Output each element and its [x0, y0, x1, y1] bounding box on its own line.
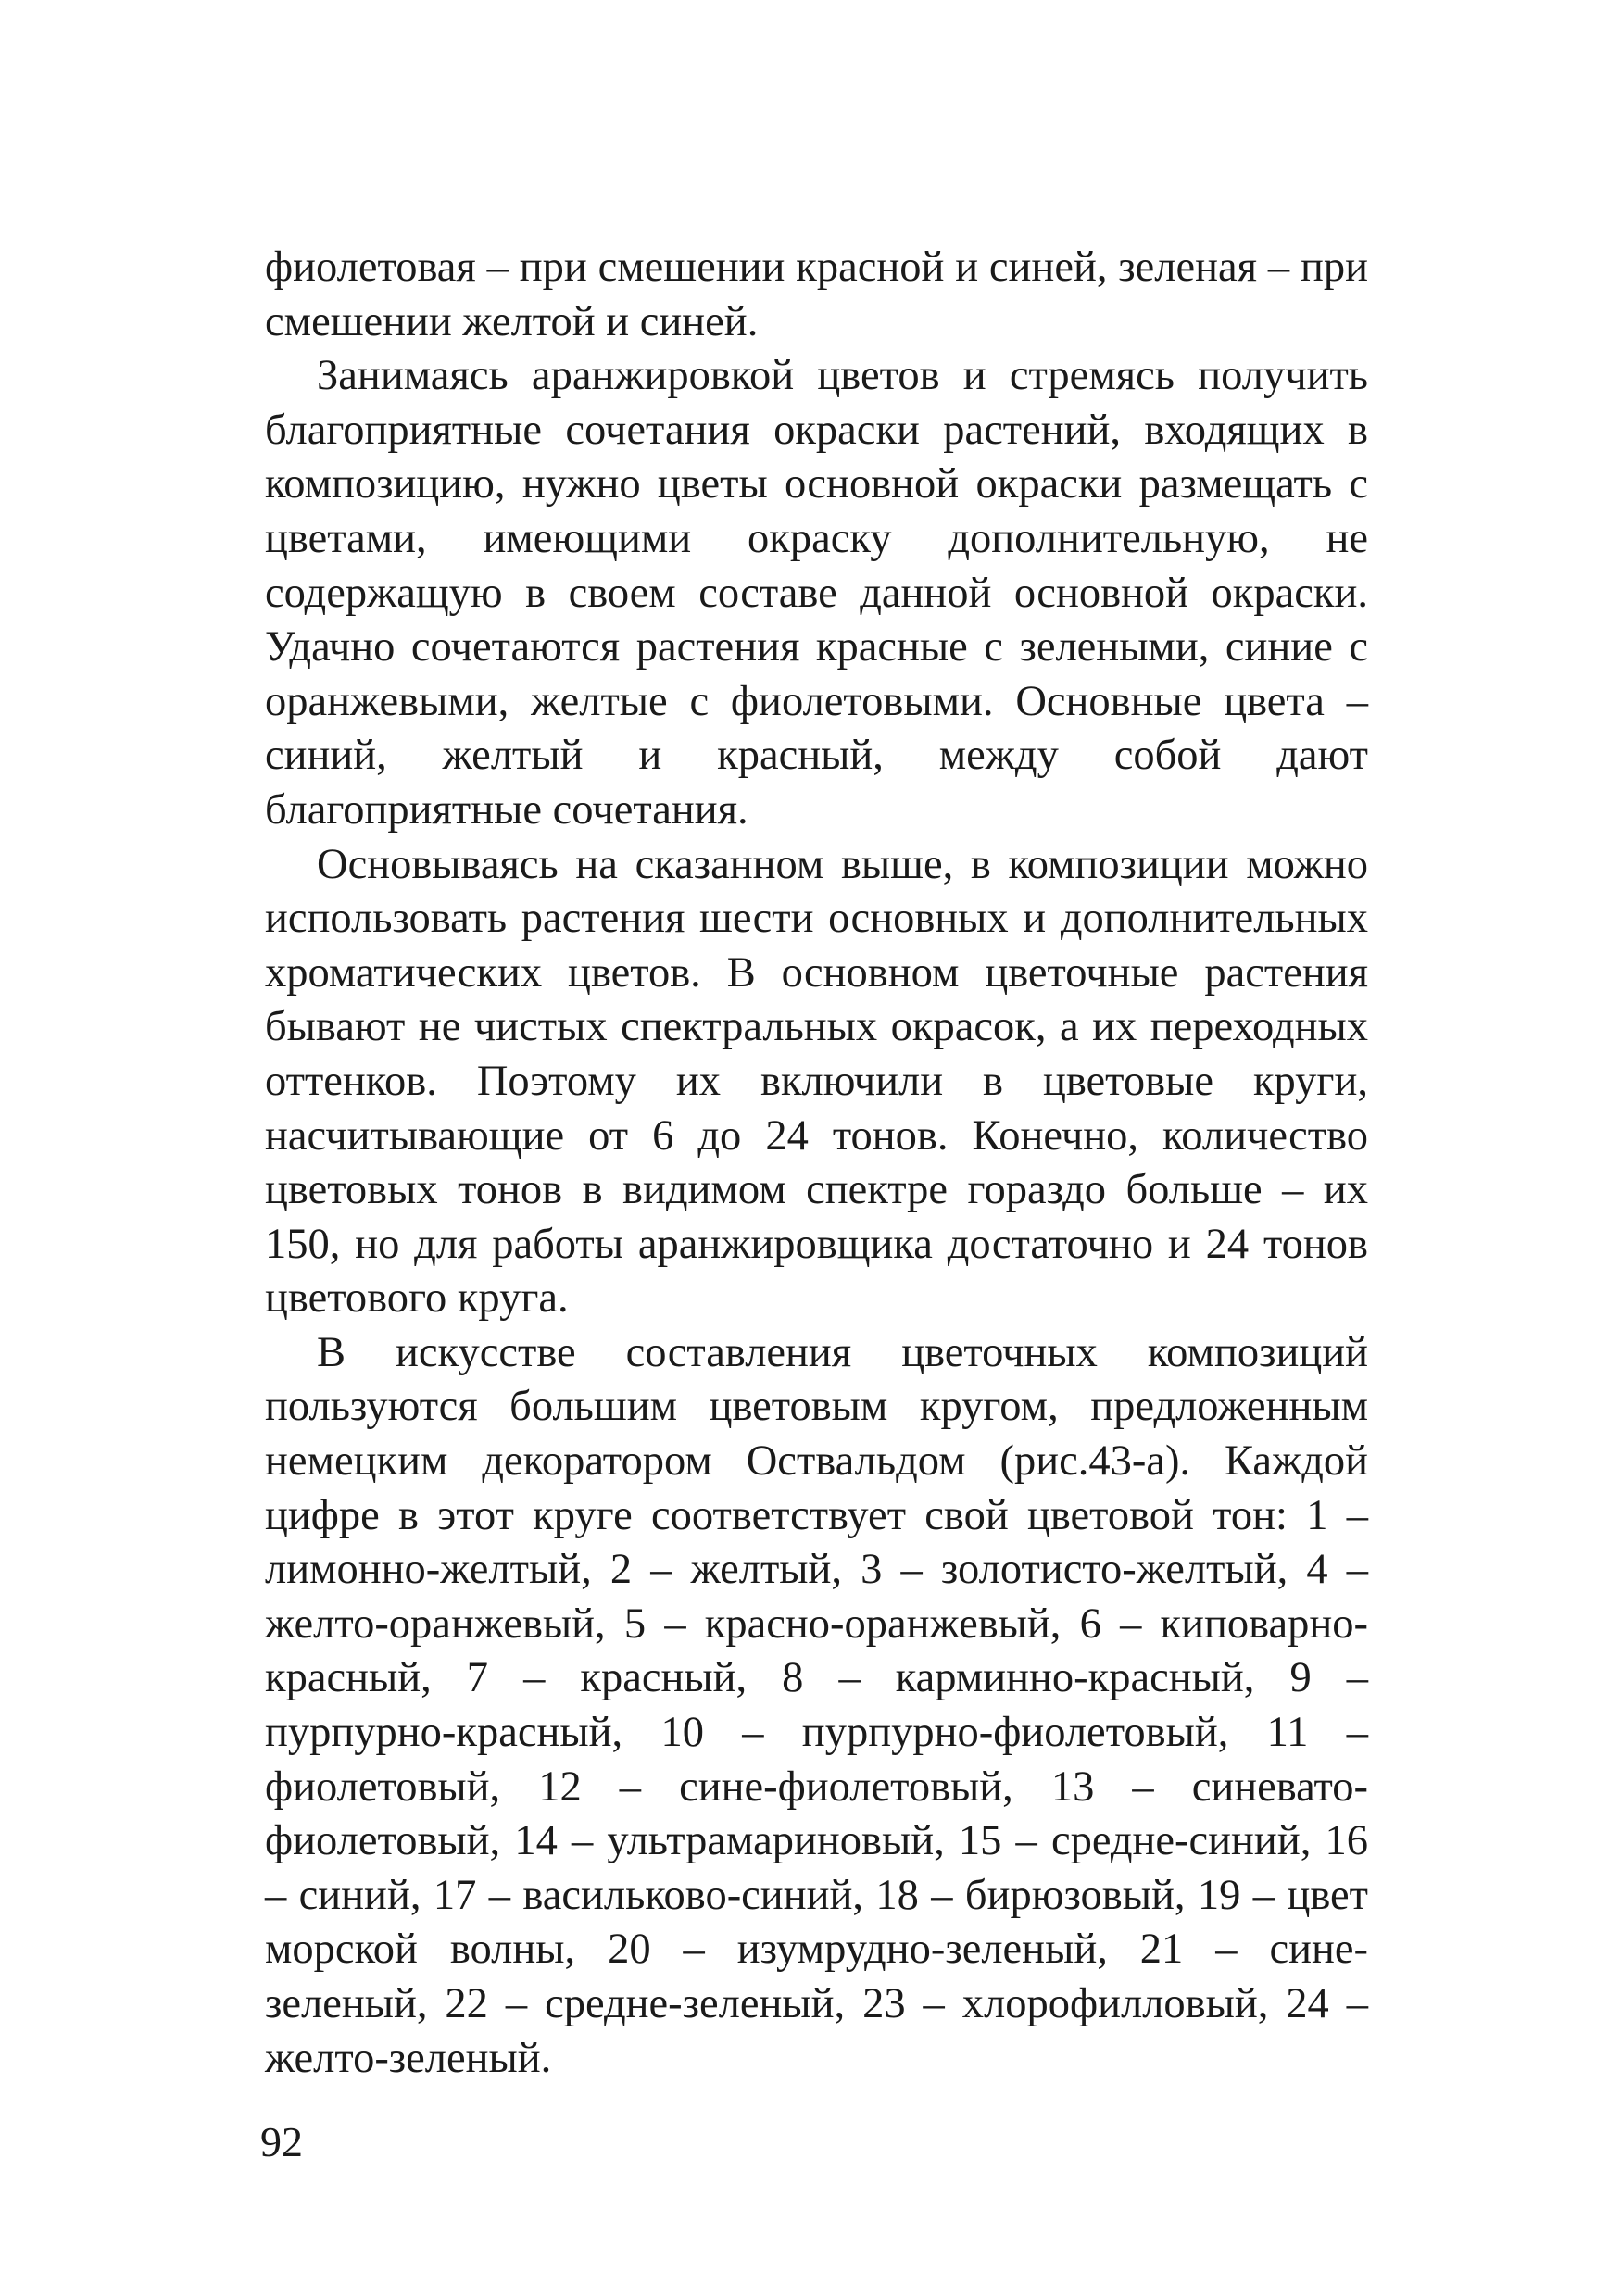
page-number: 92 — [260, 2118, 303, 2165]
paragraph-continuation: фиолетовая – при смешении красной и синей, зеленая – при смешении желтой и синей. — [265, 244, 1368, 345]
body-text — [265, 241, 1368, 2086]
paragraph-chromatic-colors: Основываясь на сказанном выше, в композиции можно использовать растения шести основных и дополнительных хроматических цветов. В основном цветочные растения бывают не чистых спектральных окрасок, а их переходных оттенков. Поэтому их включили в цветовые круги, насчитывающие от 6 до 24 тонов. Конечно, количество цветовых тонов в видимом спектре гораздо больше – их 150, но для работы аранжировщика достаточно и 24 тонов цветового круга. — [265, 840, 1368, 1323]
paragraph-ostwald-circle: В искусстве составления цветочных композиций пользуются большим цветовым кругом, предложенным немецким декоратором Оствальдом (рис.43-а). Каждой цифре в этот круге соответствует свой цветовой тон: 1 – лимонно-желтый, 2 – желтый, 3 – золотисто-желтый, 4 – желто-оранжевый, 5 – красно-оранжевый, 6 – киповарно-красный, 7 – красный, 8 – карминно-красный, 9 – пурпурно-красный, 10 – пурпурно-фиолетовый, 11 – фиолетовый, 12 – сине-фиолетовый, 13 – синевато-фиолетовый, 14 – ультрамариновый, 15 – средне-синий, 16 – синий, 17 – васильково-синий, 18 – бирюзовый, 19 – цвет морской волны, 20 – изумрудно-зеленый, 21 – сине-зеленый, 22 – средне-зеленый, 23 – хлорофилловый, 24 – желто-зеленый. — [265, 1328, 1368, 2082]
paragraph-arrangement: Занимаясь аранжировкой цветов и стремясь получить благоприятные сочетания окраски растений, входящих в композицию, нужно цветы основной окраски размещать с цветами, имеющими окраску дополнительную, не содержащую в своем составе данной основной окраски. Удачно сочетаются растения красные с зелеными, синие с оранжевыми, желтые с фиолетовыми. Основные цвета – синий, желтый и красный, между собой дают благоприятные сочетания. — [265, 352, 1368, 834]
